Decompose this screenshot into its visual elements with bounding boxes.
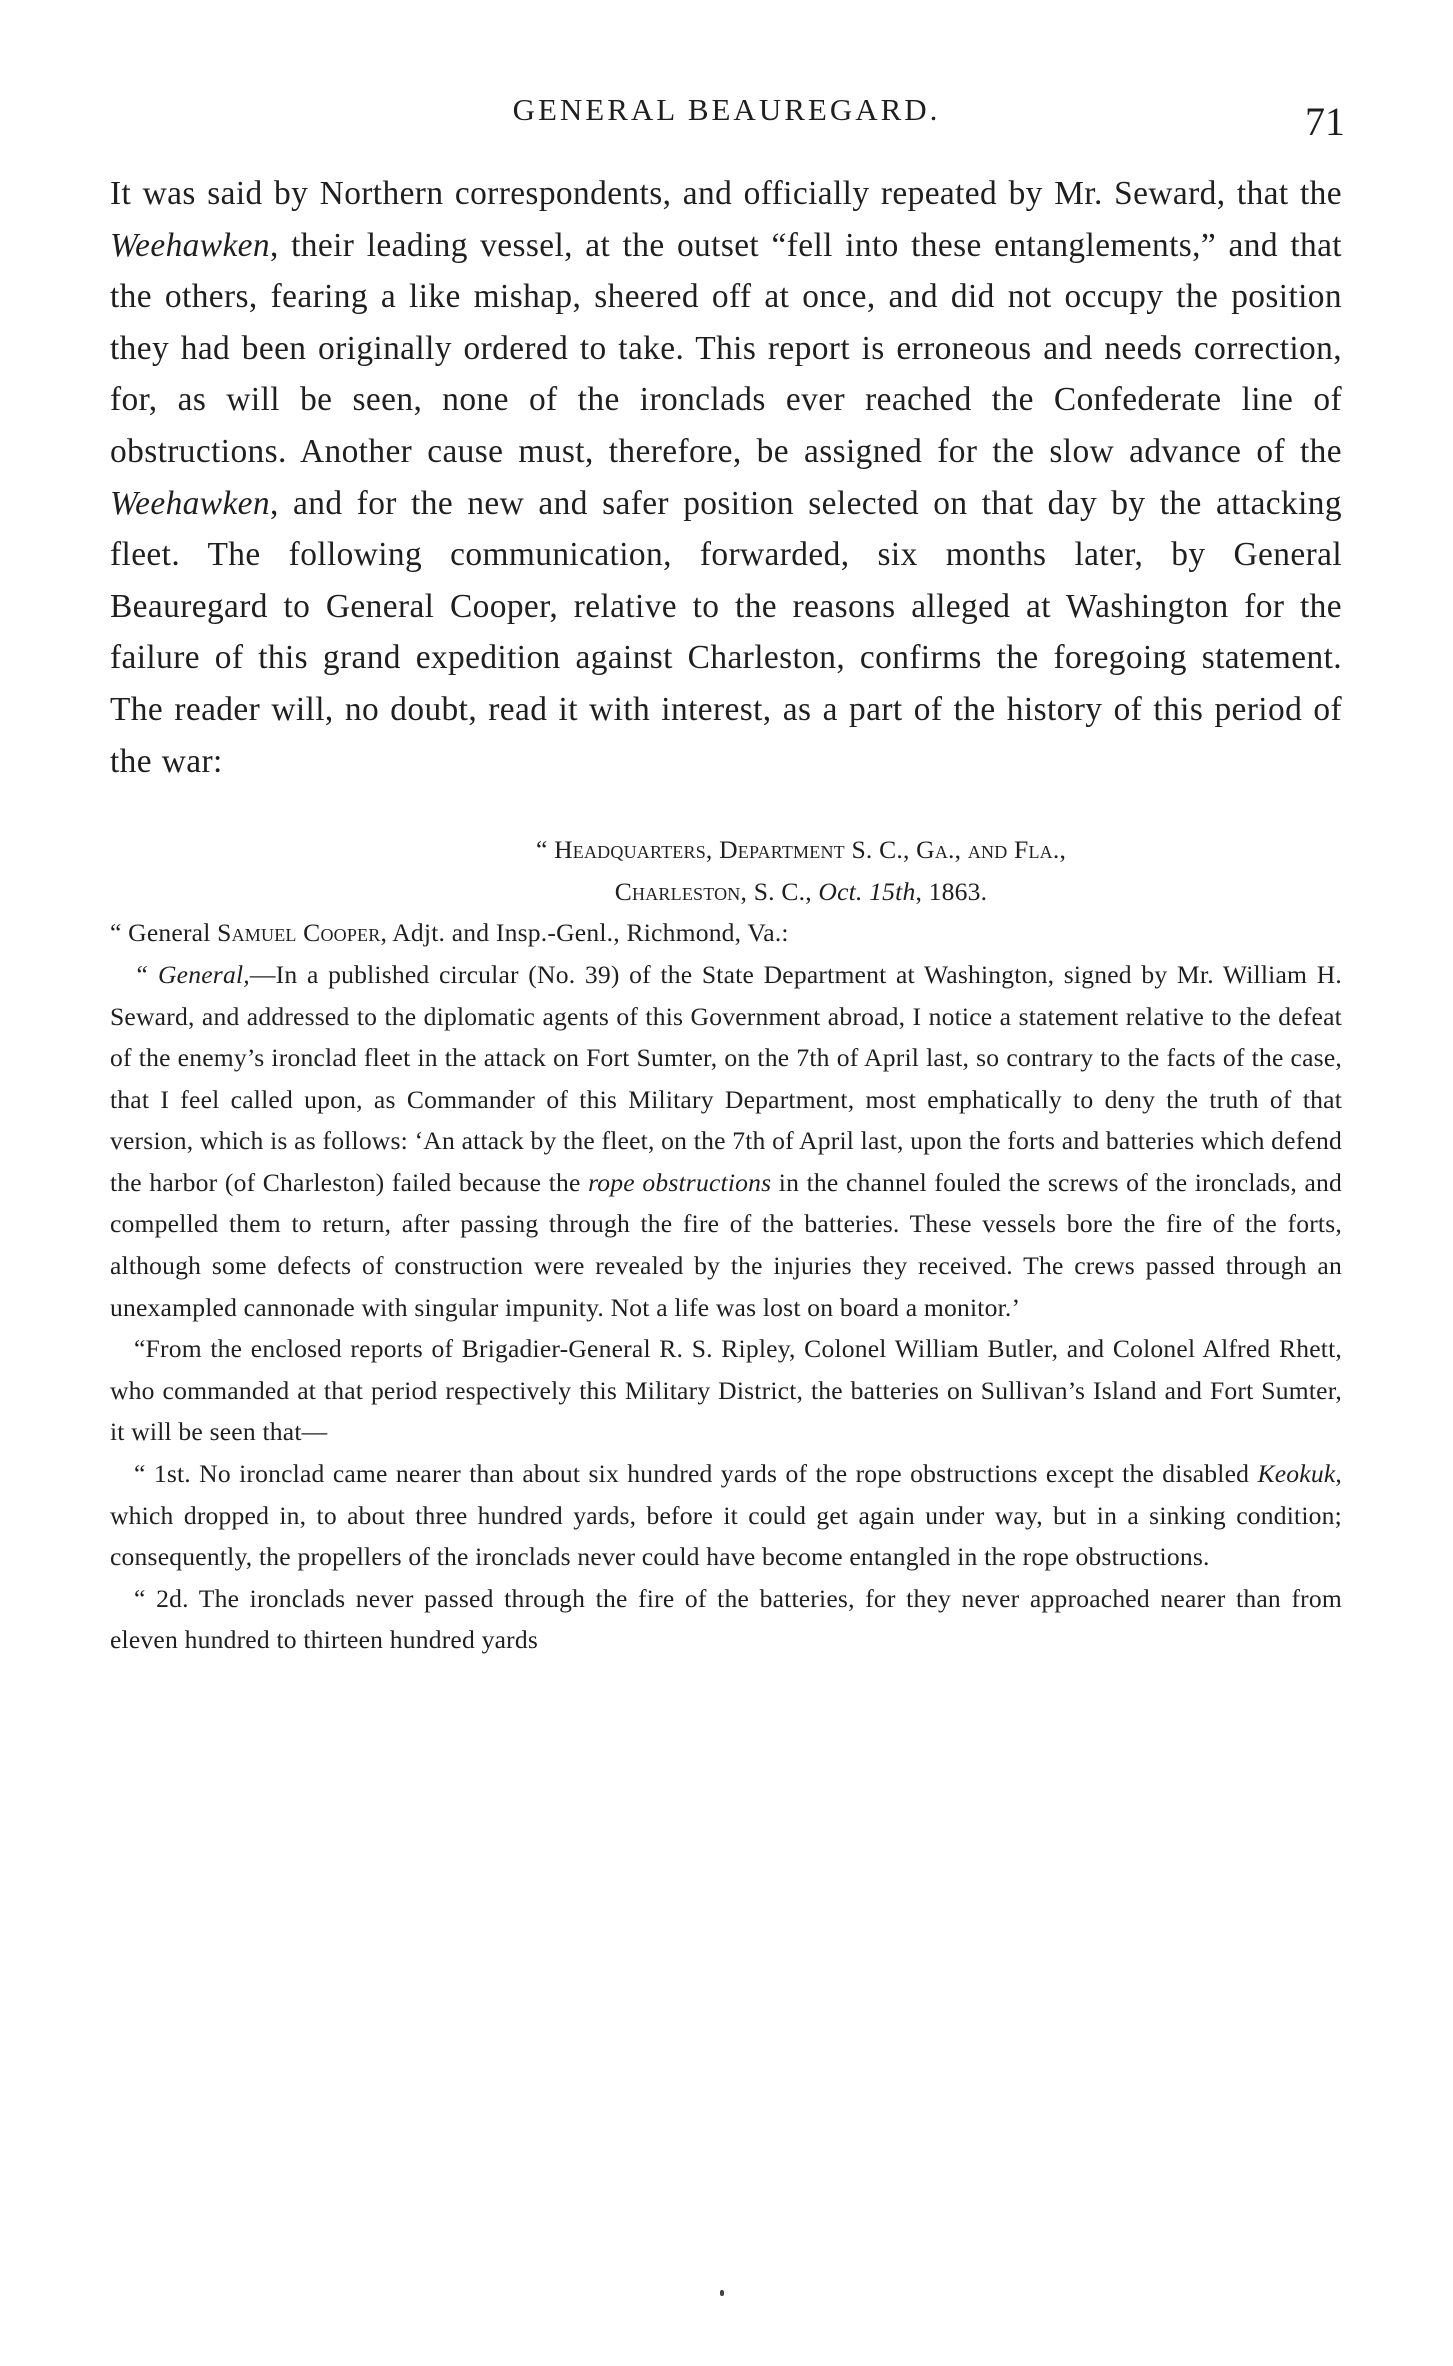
italic-phrase: rope obstructions: [588, 1167, 772, 1197]
ship-name: Weehawken: [110, 226, 270, 264]
letter-address-word: “ General,: [134, 959, 250, 989]
page-number: 71: [1305, 99, 1345, 144]
letter-place: Charleston, S. C.,: [614, 876, 819, 906]
main-text-run: , their leading vessel, at the outset “fell into these entanglements,” and that the others, fearing a like mishap, sheered off at once, and did not occupy the position they had been originally ordered to take. This report is erroneous and needs correction, for, as will be seen, none of the ironclads ever reached the Confederate line of obstructions. Another cause must, therefore, be assigned for the slow advance of the: [110, 226, 1342, 470]
letter-paragraph: [110, 1453, 1342, 1578]
main-text-run: It was said by Northern correspondents, and officially repeated by Mr. Seward, that the: [110, 175, 1342, 212]
ship-name: Keokuk: [1257, 1459, 1336, 1489]
letter-text-run: —In a published circular (No. 39) of the State Department at Washington, signed by Mr. William H. Seward, and addressed to the diplomatic agents of this Government abroad, I notice a statement relative to the defeat of the enemy’s ironclad fleet in the attack on Fort Sumter, on the 7th of April last, so contrary to the facts of the case, that I feel called upon, as Commander of this Military Department, most emphatically to deny the truth of that version, which is as follows: ‘An attack by the fleet, on the 7th of April last, upon the forts and batteries which defend the harbor (of Charleston) failed because the: [110, 959, 1342, 1197]
letter-salutation: [110, 912, 1342, 954]
letter-place-date: [110, 871, 1342, 913]
main-text-run: , and for the new and safer position selected on that day by the attacking fleet. The following communication, forwarded, six months later, by General Beauregard to General Cooper, relative to the reasons alleged at Washington for the failure of this grand expedition against Charleston, confirms the foregoing statement. The reader will, no doubt, read it with interest, as a part of the history of this period of the war:: [110, 484, 1342, 780]
body-text: [110, 168, 1342, 1661]
ship-name: Weehawken: [110, 484, 270, 522]
main-text: [110, 168, 1342, 787]
letter-paragraph: [110, 954, 1342, 1328]
quoted-letter: [110, 829, 1342, 1661]
letter-paragraph: “From the enclosed reports of Brigadier-General R. S. Ripley, Colonel William Butler, and Colonel Alfred Rhett, who commanded at that period respectively this Military District, the batteries on Sullivan’s Island and Fort Sumter, it will be seen that—: [110, 1334, 1342, 1447]
salutation-prefix: “ General: [110, 918, 218, 948]
addressee-name: Samuel Cooper: [217, 918, 381, 948]
running-head: GENERAL BEAUREGARD.: [512, 92, 941, 127]
salutation-suffix: , Adjt. and Insp.-Genl., Richmond, Va.:: [380, 918, 789, 948]
letter-text-run: , which dropped in, to about three hundred yards, before it could get again under way, but in a sinking condition; consequently, the propellers of the ironclads never could have become entangled in the rope obstructions.: [110, 1459, 1342, 1572]
letter-year: , 1863.: [915, 876, 988, 906]
ink-speck: [720, 2290, 724, 2296]
letter-text-run: “ 1st. No ironclad came nearer than about six hundred yards of the rope obstructions except the disabled: [134, 1459, 1258, 1489]
main-paragraph: [110, 168, 1342, 787]
letter-heading-line: “ Headquarters, Department S. C., Ga., and Fla.,: [535, 835, 1067, 865]
letter-text-run: in the channel fouled the screws of the ironclads, and compelled them to return, after passing through the fire of the batteries. These vessels bore the fire of the forts, although some defects of construction were revealed by the injuries they received. The crews passed through an unexampled cannonade with singular impunity. Not a life was lost on board a monitor.’: [110, 1167, 1343, 1322]
page-header: [0, 92, 1453, 152]
letter-paragraph: “ 2d. The ironclads never passed through the fire of the batteries, for they never approached nearer than from eleven hundred to thirteen hundred yards: [110, 1583, 1342, 1655]
letter-date: Oct. 15th: [818, 876, 916, 906]
